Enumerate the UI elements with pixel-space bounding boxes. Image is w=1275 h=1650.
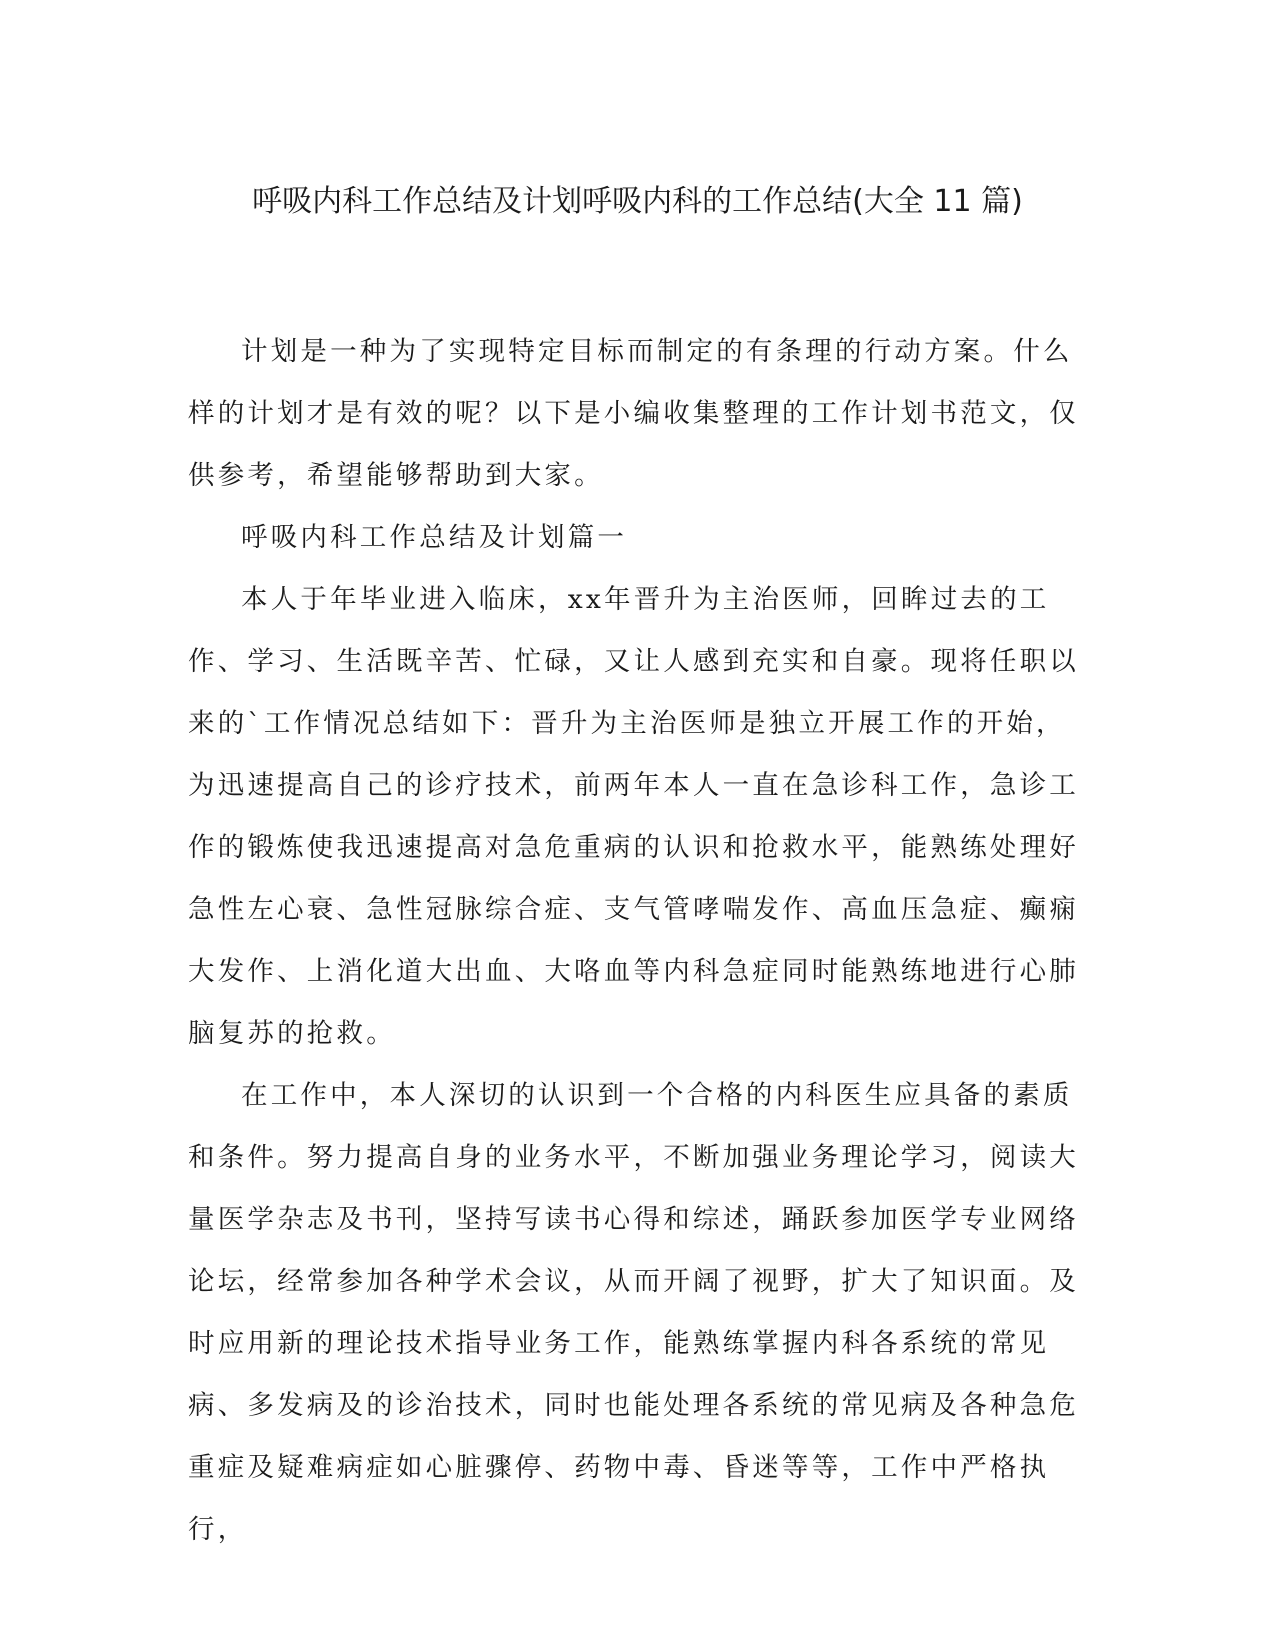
paragraph-experience: 本人于年毕业进入临床，xx年晋升为主治医师，回眸过去的工作、学习、生活既辛苦、忙碌，又让人感到充实和自豪。现将任职以来的`工作情况总结如下：晋升为主治医师是独立开展工作的开始，为迅速提高自己的诊疗技术，前两年本人一直在急诊科工作，急诊工作的锻炼使我迅速提高对急危重病的认识和抢救水平，能熟练处理好急性左心衰、急性冠脉综合症、支气管哮喘发作、高血压急症、癫痫大发作、上消化道大出血、大咯血等内科急症同时能熟练地进行心肺脑复苏的抢救。 (188, 584, 1079, 1049)
paragraph-work-quality: 在工作中，本人深切的认识到一个合格的内科医生应具备的素质和条件。努力提高自身的业务水平，不断加强业务理论学习，阅读大量医学杂志及书刊，坚持写读书心得和综述，踊跃参加医学专业网络论坛，经常参加各种学术会议，从而开阔了视野，扩大了知识面。及时应用新的理论技术指导业务工作，能熟练掌握内科各系统的常见病、多发病及的诊治技术，同时也能处理各系统的常见病及各种急危重症及疑难病症如心脏骤停、药物中毒、昏迷等等，工作中严格执行， (188, 1080, 1079, 1545)
document-body (188, 321, 1080, 1561)
document-title: 呼吸内科工作总结及计划呼吸内科的工作总结(大全 11 篇) (252, 184, 1023, 219)
section-heading: 呼吸内科工作总结及计划篇一 (241, 522, 628, 553)
paragraph-intro: 计划是一种为了实现特定目标而制定的有条理的行动方案。什么样的计划才是有效的呢？以下是小编收集整理的工作计划书范文，仅供参考，希望能够帮助到大家。 (188, 336, 1079, 491)
